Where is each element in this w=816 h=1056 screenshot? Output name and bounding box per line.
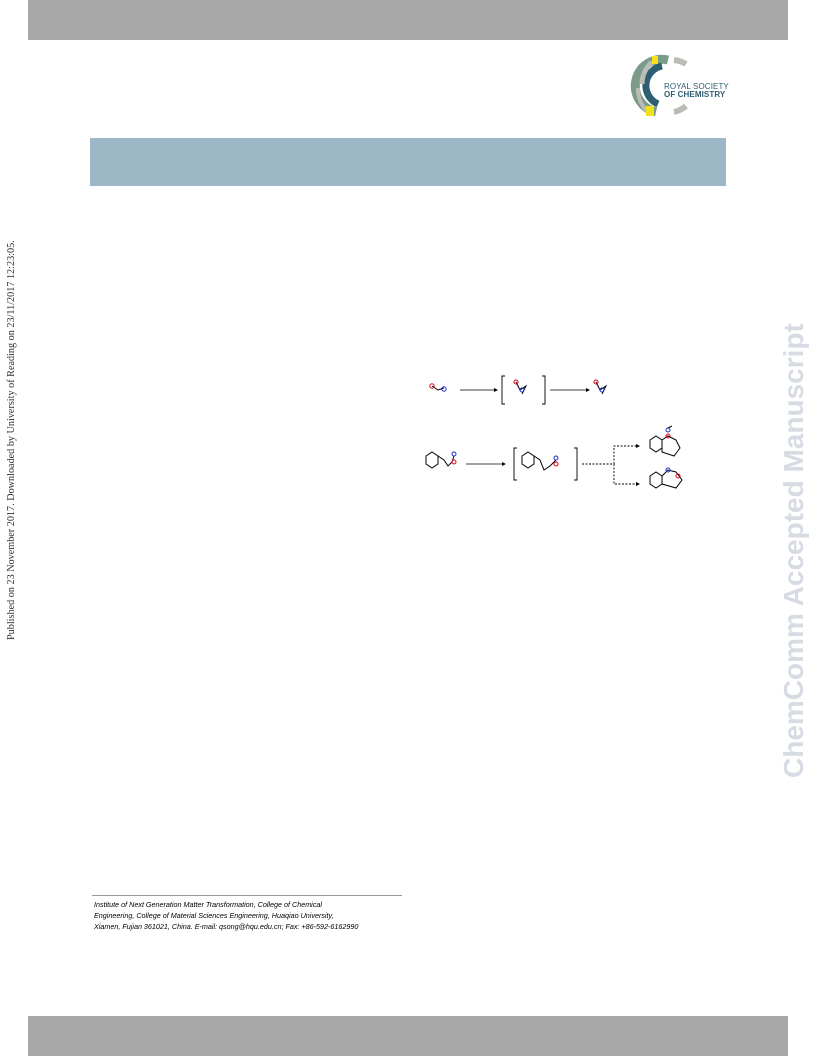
footer-band	[28, 1016, 788, 1056]
affiliation-footnote	[94, 899, 414, 932]
publication-stamp: Published on 23 November 2017. Downloaded by University of Reading on 23/11/2017 12:23:05.	[6, 240, 17, 640]
title-band	[90, 138, 726, 186]
footnote-line: Xiamen, Fujian 361021, China. E-mail: qsong@hqu.edu.cn; Fax: +86-592-6162990	[94, 922, 359, 931]
footnote-rule	[92, 895, 402, 896]
scheme-products	[650, 426, 682, 488]
reaction-scheme-svg	[410, 360, 700, 500]
logo-text-line2: OF CHEMISTRY	[664, 90, 726, 99]
scheme-bottom-row	[426, 444, 640, 486]
header-band	[28, 0, 788, 40]
logo-text-line1: ROYAL SOCIETY	[664, 82, 729, 91]
accepted-manuscript-watermark: ChemComm Accepted Manuscript	[778, 323, 809, 778]
footnote-line: Engineering, College of Material Sciences Engineering, Huaqiao University,	[94, 911, 334, 920]
scheme-top-row	[430, 376, 606, 404]
reaction-scheme	[410, 360, 700, 500]
footnote-line: Institute of Next Generation Matter Transformation, College of Chemical	[94, 900, 322, 909]
